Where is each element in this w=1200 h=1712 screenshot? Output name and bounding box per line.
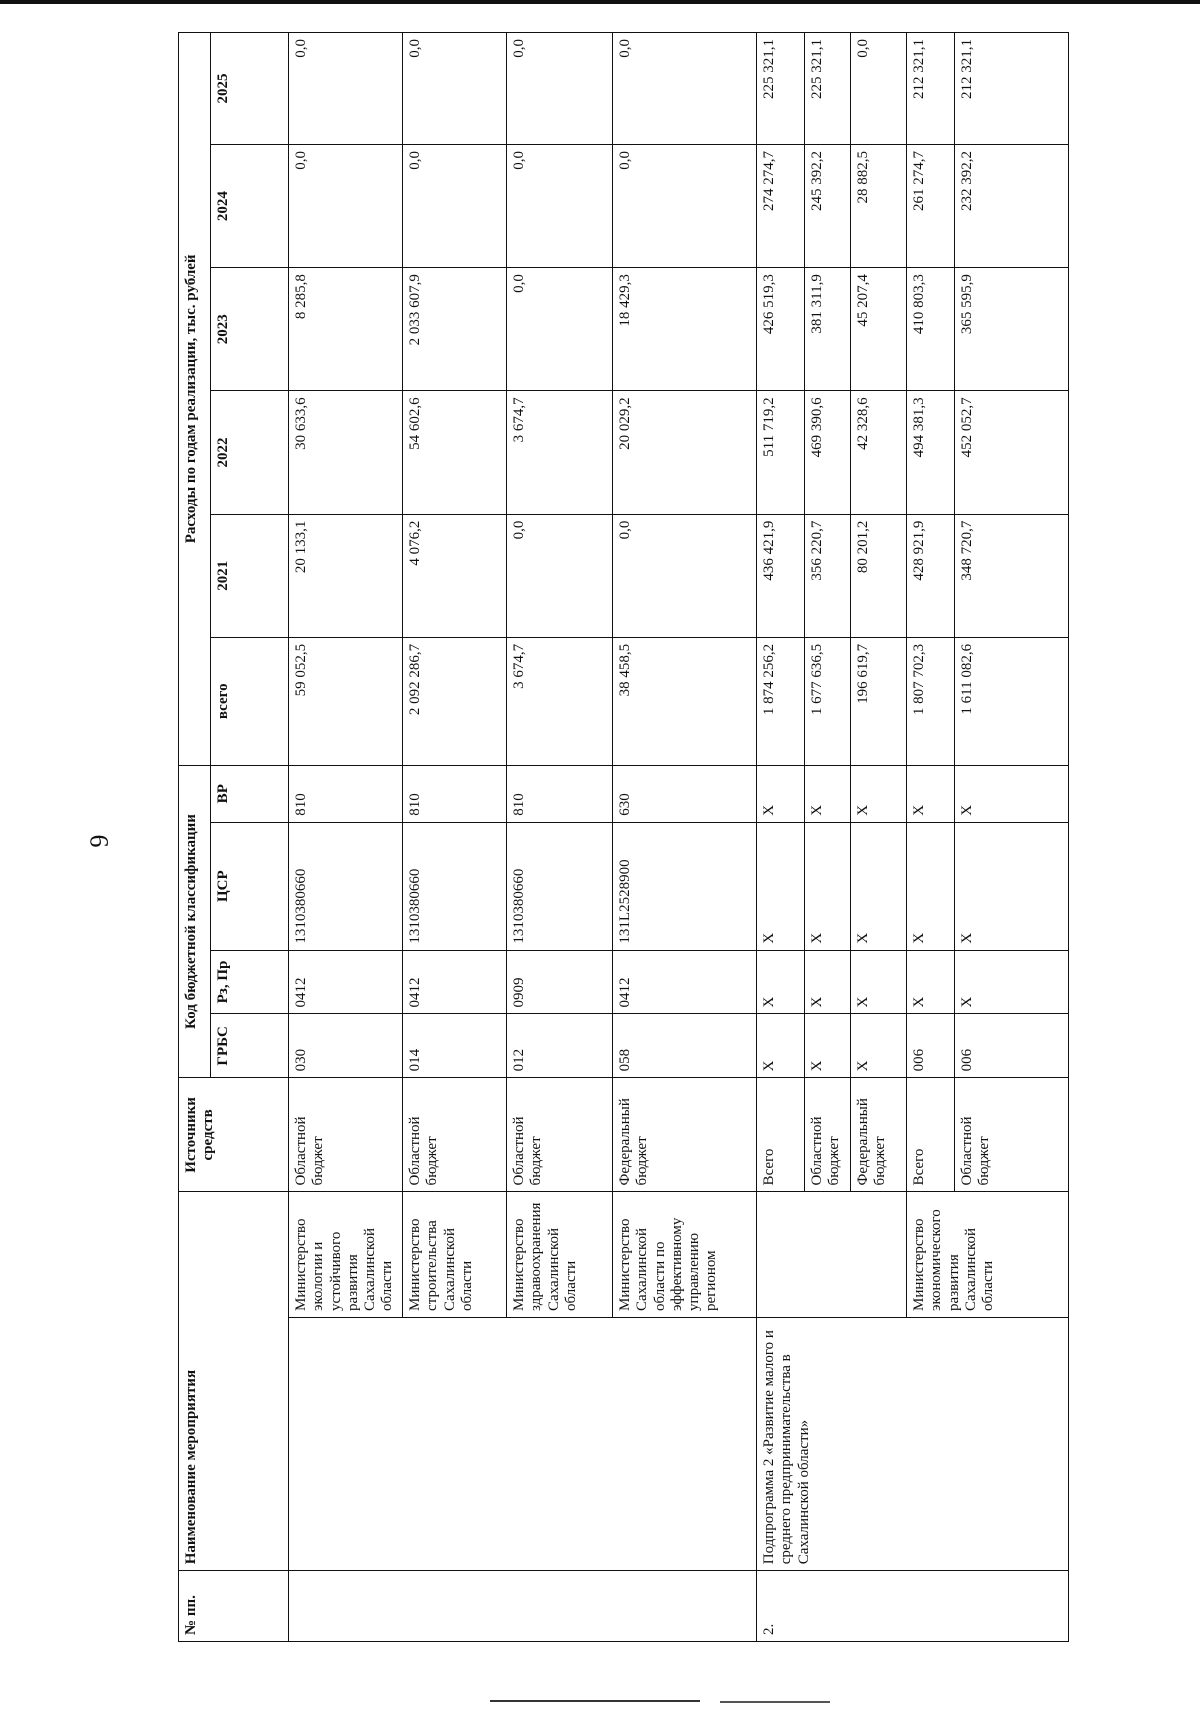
cell-executor: Министерство здравоохранения Сахалинской области (507, 1192, 613, 1318)
cell-total: 59 052,5 (289, 637, 403, 765)
cell-vr: 810 (289, 765, 403, 822)
cell-csr: X (907, 822, 955, 950)
cell-2023: 426 519,3 (757, 268, 805, 391)
cell-rzpr: 0412 (289, 950, 403, 1014)
cell-grbs: 030 (289, 1014, 403, 1078)
cell-rzpr: X (907, 950, 955, 1014)
cell-grbs: 006 (907, 1014, 955, 1078)
cell-2025: 225 321,1 (805, 33, 851, 145)
cell-rzpr: 0909 (507, 950, 613, 1014)
cell-rzpr: X (757, 950, 805, 1014)
cell-grbs: 006 (955, 1014, 1069, 1078)
cell-2022: 3 674,7 (507, 391, 613, 514)
cell-num-blank (289, 1571, 757, 1642)
cell-2025: 0,0 (851, 33, 907, 145)
cell-executor: Министерство экологии и устойчивого развития Сахалинской области (289, 1192, 403, 1318)
header-grbs: ГРБС (211, 1014, 289, 1078)
cell-2025: 0,0 (613, 33, 757, 145)
cell-rzpr: 0412 (613, 950, 757, 1014)
cell-csr: 131L2528900 (613, 822, 757, 950)
cell-2023: 8 285,8 (289, 268, 403, 391)
cell-2021: 428 921,9 (907, 514, 955, 637)
cell-vr: 810 (403, 765, 507, 822)
cell-subprogram-name: Подпрограмма 2 «Развитие малого и среднего предпринимательства в Сахалинской области» (757, 1317, 1069, 1570)
table-row (289, 33, 403, 1642)
cell-vr: X (805, 765, 851, 822)
header-vr: ВР (211, 765, 289, 822)
header-total: всего (211, 637, 289, 765)
header-code-group: Код бюджетной классификации (179, 765, 211, 1078)
cell-2021: 348 720,7 (955, 514, 1069, 637)
cell-2024: 0,0 (403, 144, 507, 267)
header-rzpr: Рз, Пр (211, 950, 289, 1014)
cell-source: Областной бюджет (289, 1078, 403, 1192)
header-2021: 2021 (211, 514, 289, 637)
header-name: Наименование мероприятия (179, 1192, 289, 1571)
header-num: № пп. (179, 1571, 289, 1642)
cell-total: 1 611 082,6 (955, 637, 1069, 765)
cell-csr: X (757, 822, 805, 950)
cell-2021: 0,0 (613, 514, 757, 637)
cell-executor: Министерство строительства Сахалинской области (403, 1192, 507, 1318)
header-2025: 2025 (211, 33, 289, 145)
header-2024: 2024 (211, 144, 289, 267)
cell-vr: X (955, 765, 1069, 822)
cell-grbs: 012 (507, 1014, 613, 1078)
cell-rzpr: X (805, 950, 851, 1014)
cell-grbs: X (851, 1014, 907, 1078)
scan-artifact-line (490, 1700, 700, 1702)
header-sources: Источники средств (179, 1078, 289, 1192)
cell-total: 3 674,7 (507, 637, 613, 765)
cell-subprogram-num: 2. (757, 1571, 1069, 1642)
header-expenses-group: Расходы по годам реализации, тыс. рублей (179, 33, 211, 766)
cell-2023: 410 803,3 (907, 268, 955, 391)
cell-source: Областной бюджет (403, 1078, 507, 1192)
cell-2024: 245 392,2 (805, 144, 851, 267)
cell-grbs: 058 (613, 1014, 757, 1078)
cell-vr: 810 (507, 765, 613, 822)
rotated-table-wrapper (178, 32, 1068, 1642)
cell-2022: 469 390,6 (805, 391, 851, 514)
cell-csr: 1310380660 (403, 822, 507, 950)
cell-2021: 356 220,7 (805, 514, 851, 637)
cell-2024: 232 392,2 (955, 144, 1069, 267)
cell-2025: 225 321,1 (757, 33, 805, 145)
cell-2025: 0,0 (403, 33, 507, 145)
cell-vr: X (851, 765, 907, 822)
cell-2025: 212 321,1 (955, 33, 1069, 145)
cell-total: 1 807 702,3 (907, 637, 955, 765)
cell-2025: 0,0 (507, 33, 613, 145)
cell-total: 38 458,5 (613, 637, 757, 765)
cell-2022: 42 328,6 (851, 391, 907, 514)
cell-2022: 452 052,7 (955, 391, 1069, 514)
cell-2024: 274 274,7 (757, 144, 805, 267)
cell-2022: 54 602,6 (403, 391, 507, 514)
cell-source: Областной бюджет (507, 1078, 613, 1192)
cell-2023: 45 207,4 (851, 268, 907, 391)
cell-2024: 28 882,5 (851, 144, 907, 267)
cell-2021: 4 076,2 (403, 514, 507, 637)
cell-csr: X (955, 822, 1069, 950)
cell-source: Областной бюджет (805, 1078, 851, 1192)
cell-2022: 494 381,3 (907, 391, 955, 514)
cell-2023: 2 033 607,9 (403, 268, 507, 391)
cell-source: Всего (757, 1078, 805, 1192)
cell-name-blank (289, 1317, 757, 1570)
cell-csr: 1310380660 (507, 822, 613, 950)
cell-2022: 511 719,2 (757, 391, 805, 514)
cell-2024: 261 274,7 (907, 144, 955, 267)
cell-rzpr: 0412 (403, 950, 507, 1014)
page-number: 6 (84, 834, 114, 848)
cell-grbs: 014 (403, 1014, 507, 1078)
cell-source: Федеральный бюджет (851, 1078, 907, 1192)
cell-total: 1 874 256,2 (757, 637, 805, 765)
cell-vr: X (757, 765, 805, 822)
cell-2021: 20 133,1 (289, 514, 403, 637)
cell-csr: X (851, 822, 907, 950)
cell-vr: X (907, 765, 955, 822)
budget-table (178, 32, 1069, 1642)
cell-rzpr: X (851, 950, 907, 1014)
cell-2021: 0,0 (507, 514, 613, 637)
header-2022: 2022 (211, 391, 289, 514)
cell-2021: 436 421,9 (757, 514, 805, 637)
cell-csr: 1310380660 (289, 822, 403, 950)
scan-artifact-line (720, 1701, 830, 1703)
cell-2024: 0,0 (289, 144, 403, 267)
cell-2025: 212 321,1 (907, 33, 955, 145)
cell-source: Областной бюджет (955, 1078, 1069, 1192)
cell-source: Всего (907, 1078, 955, 1192)
cell-executor: Министерство экономического развития Сахалинской области (907, 1192, 1069, 1318)
table-row (757, 33, 805, 1642)
cell-2023: 365 595,9 (955, 268, 1069, 391)
cell-2021: 80 201,2 (851, 514, 907, 637)
cell-2025: 0,0 (289, 33, 403, 145)
cell-2022: 20 029,2 (613, 391, 757, 514)
cell-grbs: X (757, 1014, 805, 1078)
cell-2023: 381 311,9 (805, 268, 851, 391)
cell-rzpr: X (955, 950, 1069, 1014)
cell-2023: 18 429,3 (613, 268, 757, 391)
cell-vr: 630 (613, 765, 757, 822)
header-2023: 2023 (211, 268, 289, 391)
cell-2024: 0,0 (507, 144, 613, 267)
cell-2023: 0,0 (507, 268, 613, 391)
cell-total: 2 092 286,7 (403, 637, 507, 765)
cell-2022: 30 633,6 (289, 391, 403, 514)
top-border-line (0, 0, 1200, 4)
cell-source: Федеральный бюджет (613, 1078, 757, 1192)
cell-executor: Министерство Сахалинской области по эффективному управлению регионом (613, 1192, 757, 1318)
cell-grbs: X (805, 1014, 851, 1078)
cell-csr: X (805, 822, 851, 950)
header-csr: ЦСР (211, 822, 289, 950)
cell-2024: 0,0 (613, 144, 757, 267)
cell-executor-blank (757, 1192, 907, 1318)
cell-total: 1 677 636,5 (805, 637, 851, 765)
cell-total: 196 619,7 (851, 637, 907, 765)
